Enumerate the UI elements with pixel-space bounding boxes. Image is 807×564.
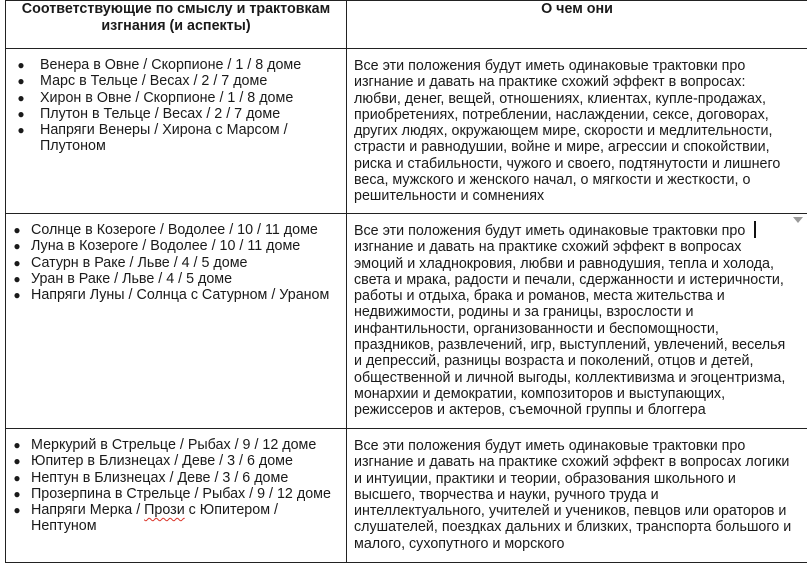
description-text: Все эти положения будут иметь одинаковые трактовки про изгнание и давать на практике схожий эффект в вопросах эмоций и хладнокровия, любви и равнодушия, тепла и холода, света и мрака, радости и печали, сдержанности и истеричности, работы и отдыха, брака и романов, места жительства и недвижимости, родины и за границы, взрослости и инфантильности, организованности и беспомощности, праздников, развлечений, игр, выступлений, увлечений, веселья и депрессий, разницы возраста и поколений, отцов и детей, общественной и личной выгоды, коллективизма и эгоцентризма, монархии и демократии, композиторов и выступающих, режиссеров и актеров, съемочной группы и блоггера [354, 223, 786, 419]
table-row [6, 214, 807, 429]
list-item-text: Солнце в Козероге / Водолее / 10 / 11 доме [31, 222, 318, 238]
bullet-icon: ● [13, 486, 21, 501]
list-item-text: Марс в Тельце / Весах / 2 / 7 доме [40, 73, 268, 90]
description-text: Все эти положения будут иметь одинаковые трактовки про изгнание и давать на практике схожий эффект в вопросах: любви, денег, вещей, отношениях, клиентах, купле-продажах, приобретениях, потреблении, наслаждении, сексе, договорах, других людях, окружающем мире, скорости и медлительности, страсти и равнодушии, войне и мире, агрессии и спокойствии, риска и стабильности, чужого и своего, подтянутости и лишнего веса, мужского и женского начал, о мягкости и жесткости, о решительности и сомнениях [354, 58, 781, 205]
bullet-icon: ● [17, 58, 25, 72]
description-cell-active[interactable] [347, 214, 807, 429]
list-item-text: Плутон в Тельце / Весах / 2 / 7 доме [40, 105, 281, 122]
description-cell[interactable] [347, 49, 807, 214]
list-item [6, 486, 346, 502]
positions-cell[interactable] [6, 214, 347, 429]
header-cell-left[interactable] [6, 1, 347, 49]
list-item-text: Уран в Раке / Льве / 4 / 5 доме [31, 270, 233, 287]
list-item-text: Прозерпина в Стрельце / Рыбах / 9 / 12 доме [31, 485, 331, 502]
bullet-icon: ● [13, 271, 21, 286]
bullet-icon: ● [13, 255, 21, 270]
bullet-icon: ● [17, 123, 25, 138]
bullet-icon: ● [13, 239, 21, 254]
list-item-text: Хирон в Овне / Скорпионе / 1 / 8 доме [40, 89, 294, 106]
list-item [6, 57, 346, 73]
bullet-icon: ● [17, 90, 25, 105]
list-item [6, 470, 346, 486]
bullet-icon: ● [13, 503, 21, 518]
description-text: Все эти положения будут иметь одинаковые трактовки про изгнание и давать на практике схожий эффект в вопросах логики и интуиции, практики и теории, образования школьного и высшего, творчества и науки, ручного труда и интеллектуального, учителей и учеников, певцов или ораторов и слушателей, поездках дальних и близких, транспорта большого и малого, сухопутного и морского [354, 438, 792, 552]
list-item-text: Меркурий в Стрельце / Рыбах / 9 / 12 доме [31, 437, 317, 453]
list-item [6, 437, 346, 453]
misspelled-word[interactable]: Прози [144, 502, 185, 519]
header-cell-right[interactable] [347, 1, 807, 49]
list-item [6, 73, 346, 89]
positions-cell[interactable] [6, 429, 347, 563]
astrology-table [5, 0, 807, 563]
list-item-text: Луна в Козероге / Водолее / 10 / 11 доме [31, 238, 301, 255]
list-item-text: Сатурн в Раке / Льве / 4 / 5 доме [31, 254, 248, 271]
list-item-text: Юпитер в Близнецах / Деве / 3 / 6 доме [31, 453, 293, 470]
positions-list [6, 429, 346, 535]
list-item [6, 453, 346, 469]
list-item-text: Напряги Луны / Солнца с Сатурном / Ураном [31, 287, 330, 304]
positions-list [6, 49, 346, 155]
list-item [6, 502, 346, 535]
dropdown-arrow-icon[interactable] [793, 217, 803, 223]
list-item [6, 238, 346, 254]
positions-list [6, 214, 346, 303]
bullet-icon: ● [13, 454, 21, 469]
list-item [6, 122, 346, 155]
bullet-icon: ● [17, 74, 25, 89]
list-item [6, 222, 346, 238]
list-item [6, 106, 346, 122]
text-cursor [754, 221, 756, 238]
header-right-text: О чем они [541, 1, 613, 17]
list-item-text-after: с Юпитером / Нептуном [31, 502, 278, 535]
bullet-icon: ● [13, 470, 21, 485]
bullet-icon: ● [17, 106, 25, 121]
bullet-icon: ● [13, 288, 21, 303]
list-item-text-before: Напряги Мерка / [31, 502, 145, 519]
list-item [6, 287, 346, 303]
table-row [6, 49, 807, 214]
positions-cell[interactable] [6, 49, 347, 214]
description-cell[interactable] [347, 429, 807, 563]
header-row [6, 1, 807, 49]
list-item [6, 255, 346, 271]
list-item-text: Нептун в Близнецах / Деве / 3 / 6 доме [31, 469, 289, 486]
table-row [6, 429, 807, 563]
list-item-text: Венера в Овне / Скорпионе / 1 / 8 доме [40, 57, 302, 73]
bullet-icon: ● [13, 223, 21, 237]
header-left-text: Соответствующие по смыслу и трактовкам изгнания (и аспекты) [21, 1, 331, 34]
bullet-icon: ● [13, 438, 21, 452]
list-item [6, 90, 346, 106]
list-item-text: Напряги Венеры / Хирона с Марсом / Плутоном [40, 122, 288, 155]
list-item [6, 271, 346, 287]
